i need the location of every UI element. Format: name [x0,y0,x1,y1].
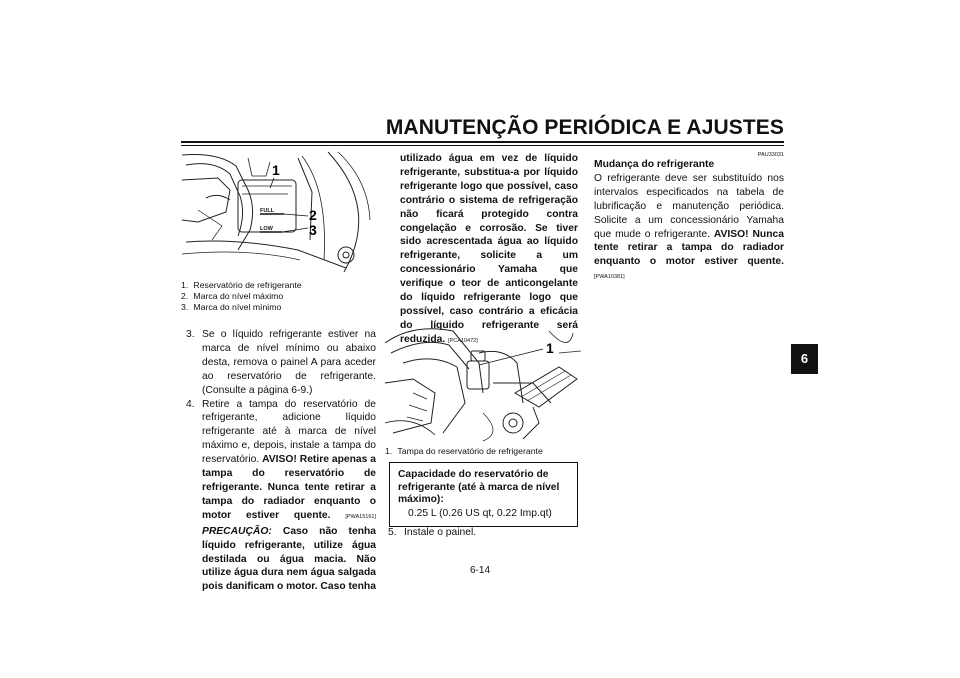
figure-reservoir-cap [383,323,583,443]
caution-label: PRECAUÇÃO: [202,525,272,537]
caution-text-start: Caso não tenha líquido refrigerante, utilize água destilada ou água macia. Não utilize água dura nem água salgada pois danificam o motor. Caso tenha [202,525,376,593]
callout-1: 1 [272,162,280,178]
section-heading: Mudança do refrigerante [594,159,715,170]
page-title: MANUTENÇÃO PERIÓDICA E AJUSTES [385,116,784,139]
step-3: 3. Se o líquido refrigerante estiver na marca de nível mínimo ou abaixo desta, remova o painel A para aceder ao reservatório de refrigerante. (Consulte a página 6-9.) [186,329,376,396]
caption-item: 1. Reservatório de refrigerante [181,280,302,290]
section-warning-label: AVISO! [713,228,749,240]
warning-label: AVISO! [262,454,297,466]
steps-list [186,328,376,594]
callout-2: 2 [309,207,317,223]
callout-1: 1 [546,340,554,356]
step-5: 5. Instale o painel. [388,527,477,538]
chapter-tab[interactable]: 6 [791,344,818,374]
step-4: 4. Retire a tampa do reservatório de refrigerante, adicione líquido refrigerante até à marca de nível máximo e, depois, instale a tampa do reservatório. AVISO! Retire apenas a tampa do reservatório de refrigerante. Nunca tente retirar a tampa do radiador enquanto o motor estiver quente. [PWA15161] PRECAUÇÃO: Caso não tenha líquido refrigerante, utilize água destilada ou água macia. Não utilize água dura nem água salgada pois danificam o motor. Caso tenha [186,398,376,593]
label-low: LOW [260,226,273,232]
label-full: FULL [260,208,275,214]
caption-item: 1. Tampa do reservatório de refrigerante [385,446,543,456]
caption-item: 2. Marca do nível máximo [181,291,284,302]
figure1-illustration [178,150,378,275]
header-rule-thick [181,141,784,143]
section-warning-code: [PWA10381] [594,274,625,281]
capacity-title: Capacidade do reservatório de refrigerante (até à marca de nível máximo): [398,469,560,505]
capacity-box [389,462,578,527]
warning-code: [PWA15161] [345,513,376,520]
section-code: PAU33031 [757,152,784,158]
capacity-value: 0.25 L (0.26 US qt, 0.22 Imp.qt) [408,507,552,519]
caution-code: [PCA10472] [448,337,478,344]
header-rule-thin [181,145,784,146]
figure1-caption-list [181,280,381,314]
figure2-caption-list [385,446,585,457]
warning-text: Retire apenas a tampa do reservatório de refrigerante. Nunca tente retirar a tampa do radiador enquanto o motor estiver quente. [202,454,376,521]
section-body: O refrigerante deve ser substituído nos intervalos especificados na tabela de lubrificação e manutenção periódica. Solicite a um concessionário Yamaha que mude o refrigerante. [594,172,784,240]
figure-coolant-reservoir [178,150,378,275]
section-warning-text: Nunca tente retirar a tampa do radiador enquanto o motor estiver quente. [594,228,784,268]
page-number: 6-14 [469,565,490,576]
section-coolant-change [594,158,784,285]
caption-item: 3. Marca do nível mínimo [181,302,282,313]
step4-text: Retire a tampa do reservatório de refrigerante, adicione líquido refrigerante até à marca de nível máximo e, depois, instale a tampa do reservatório. [202,398,376,466]
callout-3: 3 [309,222,317,238]
caution-text-continued: utilizado água em vez de líquido refrigerante, substitua-a por líquido refrigerante logo que possível, caso contrário o sistema de refrigeração não ficará protegido contra congelação e corrosão. Se tiver sido acrescentada água ao líquido refrigerante, solicite a um concessionário Yamaha que verifique o teor de anticongelante do líquido refrigerante logo que possível, caso contrário a eficácia do líquido refrigerante será reduzida. [PCA10472] [400,153,578,345]
figure2-illustration [383,323,583,443]
